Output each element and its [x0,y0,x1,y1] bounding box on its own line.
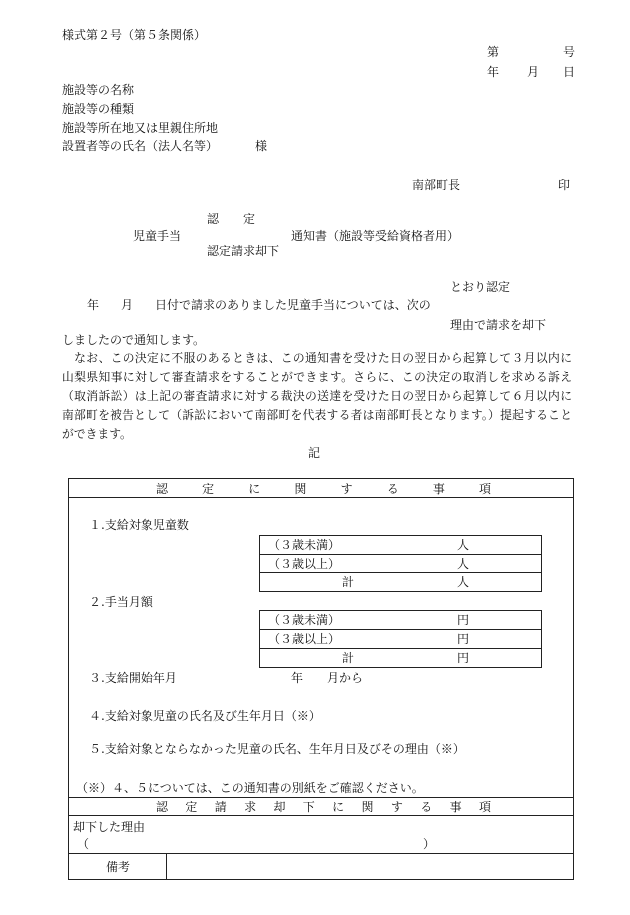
issue-date-year: 年 [487,65,500,79]
details-frame [68,478,574,880]
row-label: （３歳未満） [268,613,341,627]
title-choice-approval: 認定 [207,212,255,226]
row-label: 計 [342,575,355,590]
divider [69,797,573,798]
reason-close-paren: ） [423,837,436,851]
appeal-notice-line: 山梨県知事に対して審査請求をすることができます。さらに、この決定の取消しを求める訴え [62,370,572,384]
start-month-from: 月から [327,671,364,685]
record-mark: 記 [308,446,321,460]
row-label: 計 [342,651,355,665]
appeal-notice-line: なお、この決定に不服のあるときは、この通知書を受けた日の翌日から起算して３月以内に [62,351,572,365]
row-label: （３歳以上） [268,556,341,571]
table-row [260,536,541,554]
children-count-table [259,535,542,592]
footnote: （※）４、５については、この通知書の別紙をご確認ください。 [76,781,424,795]
appeal-notice-line: 南部町を被告として（訴訟において南部町を代表する者は南部町長となります。）提起すること [62,408,572,422]
body-choice-rejection: 理由で請求を却下 [450,318,547,332]
title-choice-rejection: 認定請求却下 [207,244,280,258]
row-label: （３歳以上） [268,632,341,646]
divider [69,853,573,854]
rejection-reason-label: 却下した理由 [73,820,146,834]
request-year: 年 [87,298,100,312]
table-row [260,648,541,667]
monthly-allowance-table [259,610,542,668]
remarks-divider [166,853,167,879]
facility-name-label: 施設等の名称 [62,83,135,97]
facility-type-label: 施設等の種類 [62,102,135,116]
row-label: （３歳未満） [268,537,341,552]
approval-section-header: 認定に関する事項 [156,482,491,496]
request-text: 日付で請求のありました児童手当については、次の [155,298,431,312]
start-month-year: 年 [291,671,304,685]
issuer-seal: 印 [558,178,571,192]
row-unit: 円 [457,651,470,665]
row-unit: 円 [457,632,470,646]
document-number-prefix: 第 [487,45,500,59]
issue-date-day: 日 [563,65,576,79]
document-number-suffix: 号 [563,45,576,59]
row-unit: 人 [457,575,470,590]
title-document-type: 通知書（施設等受給資格者用） [291,229,460,243]
form-label: 様式第２号（第５条関係） [62,28,207,42]
eligible-children-label: ４.支給対象児童の氏名及び生年月日（※） [89,709,321,723]
divider [69,815,573,816]
appeal-notice-line: （取消訴訟）は上記の審査請求に対する裁決の送達を受けた日の翌日から起算して６月以内に [62,389,572,403]
table-row [260,611,541,629]
title-subject: 児童手当 [133,229,182,243]
issue-date-month: 月 [527,65,540,79]
start-month-label: ３.支給開始年月 [89,671,177,685]
table-row [260,572,541,591]
table-row [260,629,541,648]
row-unit: 円 [457,613,470,627]
row-unit: 人 [457,556,470,571]
issuer-name: 南部町長 [412,178,461,192]
ineligible-children-label: ５.支給対象とならなかった児童の氏名、生年月日及びその理由（※） [89,742,465,756]
body-choice-approval: とおり認定 [450,280,511,294]
monthly-allowance-label: ２.手当月額 [89,595,153,609]
remarks-label: 備考 [106,860,131,874]
address-label: 施設等所在地又は里親住所地 [62,121,219,135]
row-unit: 人 [457,537,470,552]
rejection-section-header: 認定請求却下に関する事項 [156,800,491,814]
children-count-label: １.支給対象児童数 [89,518,189,532]
reason-open-paren: （ [77,837,90,851]
body-closing: しましたので通知します。 [62,333,206,347]
divider [69,497,573,498]
request-month: 月 [121,298,134,312]
table-row [260,554,541,573]
honorific: 様 [255,139,268,153]
appeal-notice-line: ができます。 [62,427,132,441]
founder-label: 設置者等の氏名（法人名等） [62,139,219,153]
